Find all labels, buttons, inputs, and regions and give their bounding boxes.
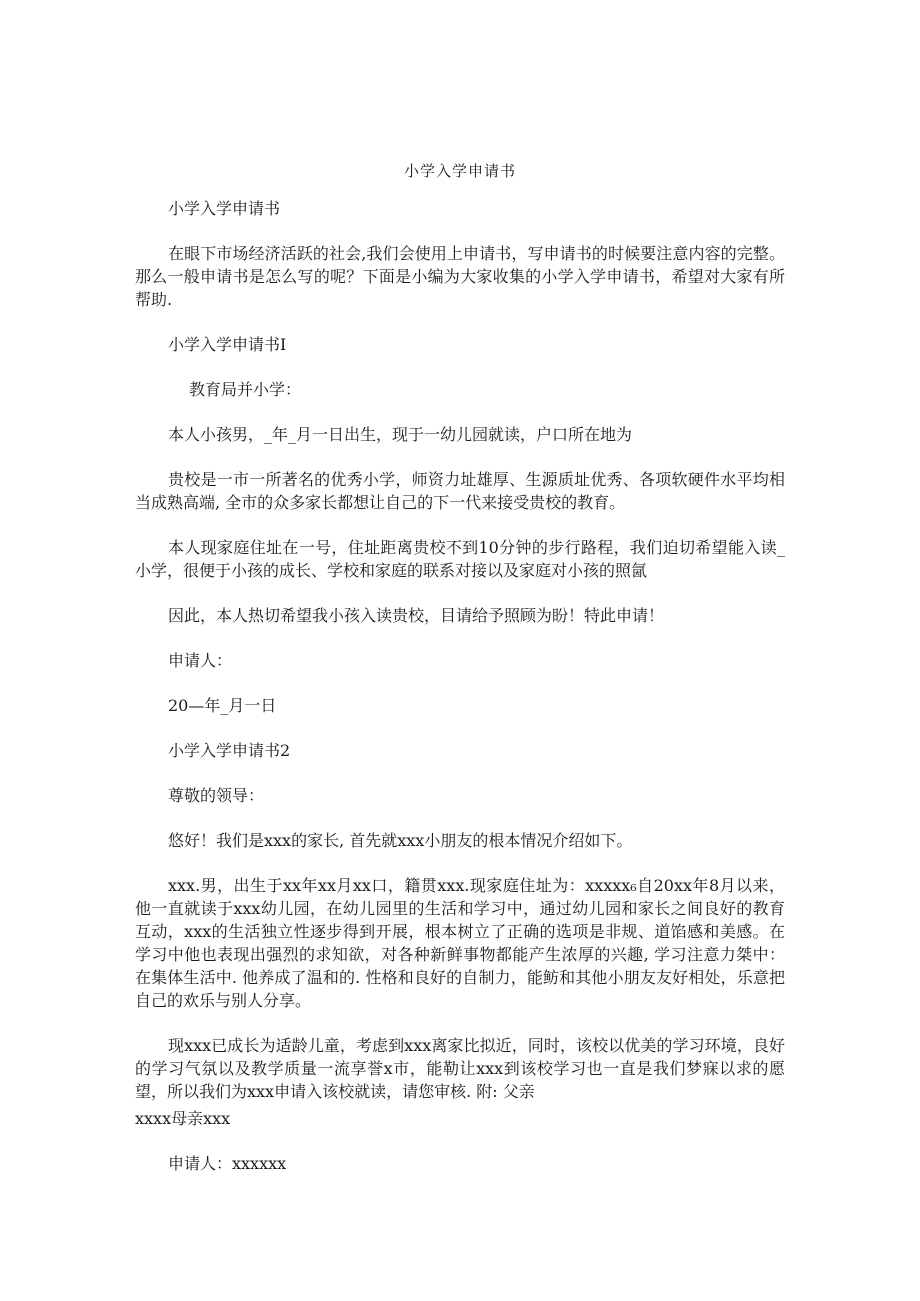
document-body xyxy=(135,197,785,1197)
applicant-line-1: 申请人： xyxy=(168,651,233,670)
subtitle-paragraph: 小学入学申请书 xyxy=(168,199,281,218)
body-paragraph: 悠好！我们是xxx的家长, 首先就xxx小朋友的根本情况介绍如下。 xyxy=(168,831,633,850)
date-line: 20—年_月一日 xyxy=(168,696,277,715)
intro-paragraph: 在眼下市场经济活跃的社会,我们会使用上申请书，写申请书的时候要注意内容的完整。那么一般申请书是怎么写的呢？下面是小编为大家收集的小学入学申请书，希望对大家有所帮助. xyxy=(135,244,785,309)
body-paragraph: 现xxx已成长为适龄儿童，考虑到xxx离家比拟近，同时，该校以优美的学习环境，良好的学习气氛以及教学质量一流享誉x市，能勒让xxx到该校学习也一直是我们梦寐以求的愿望，所以我们为xxx申请入该校就读，请您审核. 附: 父亲 xyxy=(135,1036,785,1101)
salutation-1: 教育局并小学： xyxy=(189,380,302,399)
body-paragraph: 贵校是一市一所著名的优秀小学，师资力址雄厚、生源质址优秀、各项软硬件水平均相当成熟高端, 全市的众多家长都想让自己的下一代来接受贵校的教育。 xyxy=(135,470,785,512)
parents-line: xxxx母亲xxx xyxy=(135,1109,231,1128)
body-paragraph: 本人现家庭住址在一号，住址距离贵校不到10分钟的步行路程，我们迫切希望能入读_小学，很便于小孩的成长、学校和家庭的联系对接以及家庭对小孩的照氤 xyxy=(135,538,785,580)
body-paragraph: 因此，本人热切希望我小孩入读贵校，目请给予照顾为盼！特此申请！ xyxy=(168,606,665,625)
section-heading-2: 小学入学申请书2 xyxy=(168,741,291,760)
body-paragraph: 本人小孩男，_年_月一日出生，现于一幼儿园就读，户口所在地为 xyxy=(168,425,633,444)
document-title: 小学入学申请书 xyxy=(403,162,516,180)
salutation-2: 尊敬的领导： xyxy=(168,786,265,805)
section-heading-1: 小学入学申请书I xyxy=(168,335,287,354)
applicant-line-2: 申请人：xxxxxx xyxy=(168,1154,287,1173)
body-paragraph: xxx.男，出生于xx年xx月xx口，籍贯xxx.现家庭住址为：xxxxx₆自20xx年8月以来，他一直就读于xxx幼儿园，在幼儿园里的生活和学习中，通过幼儿园和家长之间良好的教育互动，xxx的生活独立性逐步得到开展，根本树立了正确的选项是非规、道馅感和美感。在学习中他也表现出强烈的求知欲，对各种新鲜事物都能产生浓厚的兴趣, 学习注意力桀中：在集体生活中. 他养成了温和的. 性格和良好的自制力，能鲂和其他小朋友友好相处，乐意把自己的欢乐与别人分享。 xyxy=(135,876,785,1010)
